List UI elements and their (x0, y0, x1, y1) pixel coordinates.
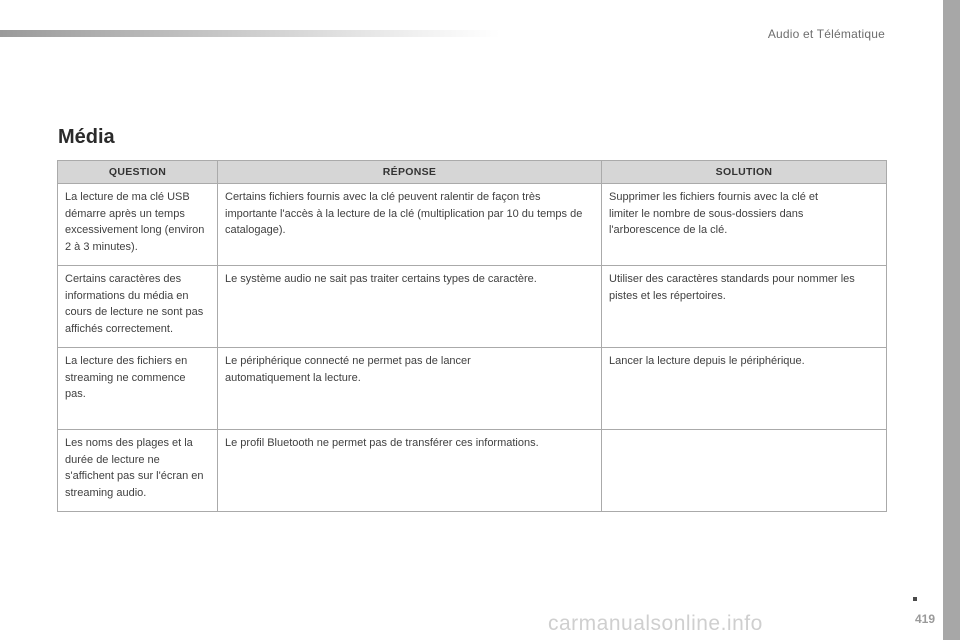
media-troubleshooting-table (57, 160, 887, 512)
table-row (58, 348, 887, 430)
answer-cell: Certains fichiers fournis avec la clé peuvent ralentir de façon très importante l'accès à la lecture de la clé (multiplication par 10 du temps de catalogage). (218, 184, 602, 266)
answer-cell: Le profil Bluetooth ne permet pas de transférer ces informations. (218, 430, 602, 512)
page-edge-bar (943, 0, 960, 640)
section-title: Média (58, 126, 115, 148)
question-cell: La lecture des fichiers en streaming ne commence pas. (58, 348, 218, 430)
page-number: 419 (914, 612, 936, 626)
watermark: carmanualsonline.info (548, 612, 763, 635)
question-cell: La lecture de ma clé USB démarre après un temps excessivement long (environ 2 à 3 minutes). (58, 184, 218, 266)
column-header-solution: SOLUTION (602, 161, 887, 184)
page-marker-dot (913, 597, 917, 601)
column-header-answer: RÉPONSE (218, 161, 602, 184)
solution-cell: Supprimer les fichiers fournis avec la clé et limiter le nombre de sous-dossiers dans l'arborescence de la clé. (602, 184, 887, 266)
header-title: Audio et Télématique (767, 27, 885, 41)
table-row (58, 430, 887, 512)
solution-cell (602, 430, 887, 512)
question-cell: Les noms des plages et la durée de lecture ne s'affichent pas sur l'écran en streaming audio. (58, 430, 218, 512)
table-row (58, 184, 887, 266)
solution-cell: Utiliser des caractères standards pour nommer les pistes et les répertoires. (602, 266, 887, 348)
column-header-question: QUESTION (58, 161, 218, 184)
header-decorative-bar (0, 30, 500, 37)
solution-cell: Lancer la lecture depuis le périphérique. (602, 348, 887, 430)
answer-cell: Le périphérique connecté ne permet pas de lancer automatiquement la lecture. (218, 348, 602, 430)
table-header-row (58, 161, 887, 184)
table-row (58, 266, 887, 348)
answer-cell: Le système audio ne sait pas traiter certains types de caractère. (218, 266, 602, 348)
question-cell: Certains caractères des informations du média en cours de lecture ne sont pas affichés correctement. (58, 266, 218, 348)
